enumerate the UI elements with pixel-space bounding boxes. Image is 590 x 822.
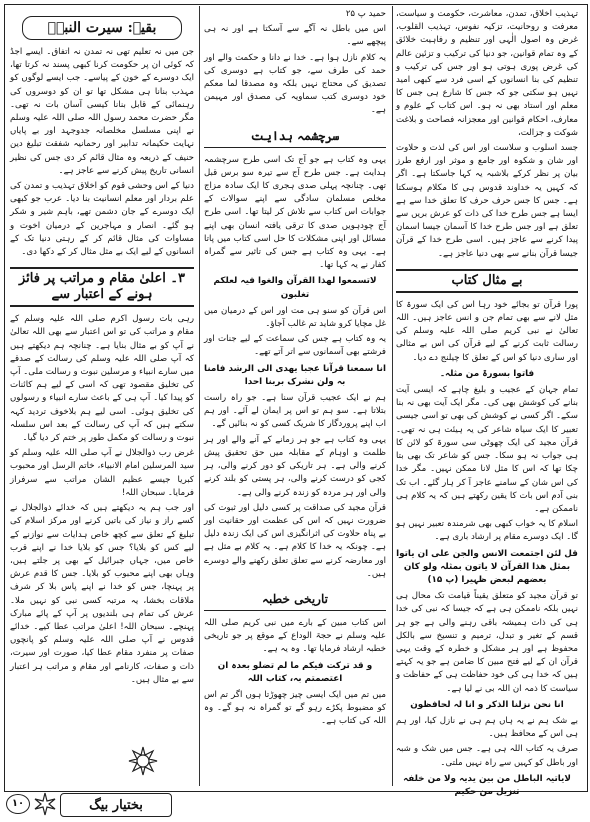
body-paragraph: صرف یہ کتاب اللہ ہی ہے۔ جس میں شک و شبہ اور باطل کو کہیں سے راہ نہیں ملتی۔ xyxy=(396,744,578,768)
body-paragraph: پورا قرآن تو بجائے خود رہا اس کی ایک سورۃ کا مثل لانے سے بھی تمام جن و انس عاجز ہیں۔ اللہ تعالیٰ نے نبی کریم صلی اللہ علیہ وسلم کی رسالت ثابت کرنے کے لیے قرآن کی اس بے مثالی اور ساری دنیا کو اس کے تعلق کا چیلنج دے دیا۔ xyxy=(396,299,578,363)
body-paragraph: یہی وہ کتاب ہے جو ہر زمانے کے آنے والے اور ہر ظلمت و اوہام کے مقابلہ میں حق تحقیق پیش کرنے والی ہے۔ ہر تاریکی کو دور کرنے والی، ہر کجی کو درست کرنے والی، ہر پستی کو بلند کرنے والی اور ہر مردہ کو زندہ کرنے والی ہے۔ xyxy=(204,434,386,498)
section-heading-guidance: سرچشمہ ہدایت xyxy=(204,126,386,148)
ayah-arabic: انا نحن نزلنا الذکر و انا لہ لحافظون xyxy=(410,699,564,710)
hadith-arabic: و قد ترکت فیکم ما لم تضلو بعدہ ان اعتصمتم بہ، کتاب اللہ xyxy=(217,660,373,684)
body-paragraph: اسلام کا یہ خواب کبھی بھی شرمندہ تعبیر نہیں ہو گا۔ ایک دوسرے مقام پر ارشاد باری ہے۔ xyxy=(396,519,578,543)
ayah-arabic: لاتسمعوا لھذا القرآن والغوا فیہ لعلکم تغلبون xyxy=(213,276,377,300)
page-number: ۱۰ xyxy=(6,794,30,814)
body-paragraph: اس میں باطل نہ آگے سے آسکتا ہے اور نہ ہی پیچھے سے۔ xyxy=(204,24,386,48)
ayah-arabic: انا سمعنا قرآنا عجبا یھدی الی الرشد فامنا بہ ولن نشرک بربنا احدا xyxy=(204,363,386,387)
body-paragraph: غرض رب ذوالجلال نے آپ صلی اللہ علیہ وسلم کو سید المرسلین امام الانبیاء، خاتم الرسل اور محبوب کبریا جیسے عظیم الشان مراتب سے سرفراز فرمایا۔ سبحان اللہ! xyxy=(10,448,194,498)
left-column xyxy=(10,8,194,689)
body-paragraph: قرآن مجید کی صداقت پر کسی دلیل اور ثبوت کی ضرورت نہیں کہ اس کی عظمت اور حقانیت اور بے پناہ حلاوت کی اثرانگیزی اس کی ایک زندہ دلیل ہے۔ چونکہ یہ خدا کا کلام ہے۔ یہ کلام بے مثل ہے اور معارضہ کرنے سے تعلق تعلق رکھنے والے دوسرے ہیں۔ xyxy=(204,502,386,579)
column-divider-left xyxy=(199,6,200,786)
body-paragraph: اور جب ہم یہ دیکھتے ہیں کہ خدائے ذوالجلال نے کسے راز و نیاز کی باتیں کرنے اور مرکز اسلام کی تبلیغ کے تعلق سے کچھ خاص ہدایات سے نوازنے کے لیے کس کو بلایا؟ جس کو بلایا خدا نے اپنے قرب خاص میں، جہاں جبرائیل کے بھی پر جلتے ہیں، وہاں بھی اپنے محبوب کو بلایا۔ جس کا قدم عرش پر پہنچا، جس کو خدا نے اپنے پاس بلا کر شرف ملاقات بخشا، یہ مرتبہ کسی نبی کو نہیں ملا۔ عرش کی تمام ہی بلندیوں پر آپ کے پائے مبارک پہنچے۔ سبحان اللہ! اعلیٰ مراتب عطا کیے۔ خدائے قدوس نے آپ صلی اللہ علیہ وسلم کو پانچوں صفات پر منفرد مقام عطا کیا، صورت اور سیرت، ذات و صفات، کارنامے اور مقام و مراتب ہر اعتبار سے بے مثال ہیں۔ xyxy=(10,503,194,685)
body-paragraph: تہذیب اخلاق، تمدن، معاشرت، حکومت و سیاست، معرفت و روحانیت، تزکیہ نفوس، تہذیب القلوب، غرض وہ اصول الٰہی اور تنظیم و رفاہیت خلائق کے وہ تمام قوانین، جو دنیا کی ترکیب و تزئین عالم کی غرض پوری ہوتی ہو اور جس کی ترکیب و تنظیم کی بنا انسانوں کے اسی فرد سے کبھی امید نہیں ہو سکتی جو کہ جس کا شارع ہی جس کا معلم اور استاد بھی نہ ہو۔ اس کتاب کے علوم و معارف، احکام قوانین اور معجزانہ فصاحت و بلاغت شوکت و جزالت، xyxy=(396,9,578,138)
body-paragraph: جسد اسلوب و سلاست اور اس کی لذت و حلاوت اور شان و شکوہ اور جامع و موثر اور ارفع طرز بیان پر نظر کرکے بلاشبہ یہ کہا جاسکتا ہے۔ اگر کہ کہیں یہ خداوند قدوس ہی کا مکلام ہوسکتا ہے۔ جس کا جس حرف حرف کا تعلق خدا سے ہے ایسا ہے جس طرح خدا کی ذات کو عرش بریں سے تعلق ہے اور جس طرح خدا کا آسمان جیسا اسمان پیدا کرنے سے عاجز ہیں۔ اسی طرح خدا کے قرآن جیسا قرآن بنانے سے بھی دنیا عاجز ہے۔ xyxy=(396,143,578,259)
section-heading-rank: ۳۔ اعلیٰ مقام و مراتب پر فائز ہونے کے اعتبار سے xyxy=(10,267,194,307)
middle-column xyxy=(204,8,386,731)
body-paragraph: دنیا کے اس وحشی قوم کو اخلاق تہذیب و تمدن کی علم بردار اور معلم انسانیت بنا دیا۔ عرب جو کبھی ایک دوسرے کے جان دشمن تھے، باہم شیر و شکر ہو گئے۔ انصار و مہاجرین کے درمیان اخوت و مساوات کی مثال قائم کر کے رہتی دنیا تک کے انسانوں کے لیے ایک بے مثل مثال کر کے دکھا دی۔ xyxy=(10,181,194,258)
ayah-translation: ہم نے ایک عجیب قرآن سنا ہے۔ جو راہ راست بتلاتا ہے۔ سو ہم تو اس پر ایمان لے آئے۔ اور ہم اب اپنے پروردگار کا شریک کسی کو نہ بنائیں گے۔ xyxy=(204,393,386,430)
ayah-reference: (پ ۱۵) xyxy=(427,574,459,585)
body-paragraph: رہی بات رسول اکرم صلی اللہ علیہ وسلم کے مقام و مراتب کی تو اس اعتبار سے بھی اللہ تعالیٰ نے آپ کو بے مثال بنایا ہے۔ چنانچہ ہم دیکھتے ہیں کہ آپ صلی اللہ علیہ وسلم کی رسالت کے صدقے میں سارے انبیاء و مرسلین نبوت و رسالت ملی۔ آپ کی تخلیق مقصود تھی کہ اسی کے لیے ہم کائنات کو پیدا کیا۔ آپ ہی کے باعث سارے انبیاء و رسولوں کی تخلیق ہوئی۔ اسی لیے ہم بلاخوف تردید کہہ سکتے ہیں کہ آپ کی رسالت کے بعد اس سلسلہ نبوت و رسالت کو مکمل طور پر ختم کر دیا گیا۔ xyxy=(10,314,194,444)
body-paragraph: یہ کلام نازل ہوا ہے۔ خدا نے دانا و حکمت والے اور حمد کی طرف سے، جو کتاب ہے دوسری کی تصدیق کی محتاج نہیں بلکہ وہ مصدقا لما معکم خود دوسری کتب سماویہ کی مصدق اور مہیمن ہے۔ xyxy=(204,52,386,116)
column-divider-right xyxy=(392,6,393,786)
body-paragraph: تو قرآن مجید کو متعلق یقیناً قیامت تک محال ہی نہیں بلکہ ناممکن ہی ہے کہ جیسا کہ نبی کی خدا ہی کی ذات ہمیشہ باقی رہنے والی ہے جو ہر قسم کے تغیر و تبدل، ترمیم و تنسیخ سے بالکل محفوظ ہے اور ہر مشکل و خطرہ کے وقت یہی قرآن ان کے لیے فتح مبین کا ضامن ہے جو یہ کہتے ہیں کہ خدا ہی کی خود حفاظت ہی کے حفاظت و سیاست کا ذمہ ان اللہ بی نے لیا ہے۔ xyxy=(396,591,578,694)
ayah-reference: حمید پ ۲۵ xyxy=(345,9,386,19)
body-paragraph: اس کتاب مبین کے بارے میں نبی کریم صلی اللہ علیہ وسلم نے حجۃ الوداع کے موقع پر جو تاریخی خطبہ ارشاد فرمایا تھا۔ وہ یہ ہے۔ xyxy=(204,617,386,655)
body-paragraph: یہ وہ کتاب ہے جس کی سماعت کے لیے جنات اور فرشتے بھی آسمانوں سے اتر آتے تھے۔ xyxy=(204,334,386,358)
hadith-translation: میں تم میں ایک ایسی چیز چھوڑتا ہوں اگر تم اس کو مضبوط پکڑے رہو گے تو گمراہ نہ ہو گے۔ وہ اللہ کی کتاب ہے۔ xyxy=(204,689,386,727)
section-heading-sermon: تاریخی خطبہ xyxy=(204,589,386,611)
magazine-logo: بختیار بیگ xyxy=(60,793,172,817)
body-paragraph: جن میں نہ تعلیم تھی نہ تمدن نہ اتفاق۔ ایسے اجڈ کہ کوئی ان پر حکومت کرنا کبھی پسند نہ کرتا تھا، ایک دوسرے کے خون کے پیاسے۔ جب ایسے لوگوں کو مہذب بنانا ہی مشکل تھا تو ان کو دوسروں کی رہنمائی کے قابل بنانا کیسی آسان بات نہ تھی۔ مگر حضرت محمد رسول اللہ صلی اللہ علیہ وسلم نے اپنی مسلسل مخلصانہ جدوجہد اور بے پایاں نہایت حکیمانہ تدابیر اور رحمانیہ شفقت تبلیغ دین حنیف کے ذریعہ وہ مثال قائم کر دی جس کی نظیر انسانی تاریخ پیش کرنے سے عاجز ہے۔ xyxy=(10,47,194,176)
ayah-arabic: لایاتیہ الباطل من بین یدیہ ولا من خلفہ تنزیل من حکیم xyxy=(403,773,571,797)
ayah-translation: اس قرآن کو سنو ہی مت اور اس کے درمیان میں غل مچایا کرو شاید تم غالب آجاؤ۔ xyxy=(204,305,386,330)
ayah-translation: بے شک ہم نے یہ ہاں ہم ہی نے نازل کیا، اور ہم ہی اس کے محافظ ہیں۔ xyxy=(396,715,578,740)
body-paragraph: یہی وہ کتاب ہے جو آج تک اسی طرح سرچشمہ ہدایت ہے۔ جس طرح آج سے تیرہ سو برس قبل تھی۔ چنانچہ پہلی صدی ہجری کا ایک سادہ مزاج مخلص مسلمان سادگی سے اپنے سوالات کے جوابات اس کتاب سے تلاش کر لیتا تھا۔ اسی طرح آج چودہویں صدی کا ترقی یافتہ انسان بھی اپنے مسائل اور اپنی مشکلات کا حل اسی کتاب میں پاتا ہے۔ یہی وہ کتاب ہے جس کی تاثیر سے گمراہ کفار نے یہ کہا تھا۔ xyxy=(204,154,386,271)
ayah-arabic-text: قل لئن اجتمعت الانس والجن علی ان یاتوا بمثل ھذا القرآن لا یاتون بمثلہ ولو کان بعضھم لبعض ظہیرا xyxy=(396,548,578,585)
star-ornament-icon xyxy=(128,746,158,776)
page-footer xyxy=(0,790,590,822)
section-heading-seerah: بقیہ: سیرت النبیؐ xyxy=(22,16,182,40)
ayah-arabic xyxy=(396,548,578,588)
section-heading-book: بے مثال کتاب xyxy=(396,269,578,293)
right-column xyxy=(396,8,578,802)
ayah-reference: فاتوا بسورۃ من مثلہ۔ xyxy=(439,368,535,379)
body-paragraph: تمام جہان کے عجیب و بلیغ چاہے کہ ایسی آیت بنانے کی کوشش بھی کی۔ مگر ایک آیت بھی نہ بنا سکے۔ اگر کسی نے کوشش کی بھی تو اسی جیسی تعبیر کا ایک سیاہ شاعر کی یہ ہیئت ہی نہ تھی۔ قرآن مجید کی ایک چھوٹی سی سورۃ کو لائن کا ہی جواب نہ ہو سکا۔ جس کو شاعر تک بھی بتا چکا تھا کہ اس کا مثل لانا ممکن نہیں۔ مگر خدا کی اس شان کے سامنے عاجز آ کر ہار گئے۔ اب تک بنی آدم اس بات کا یقین رکھتے ہیں کہ یہ کلام ہی ناممکن ہے۔ xyxy=(396,385,578,514)
footer-ornament-icon xyxy=(32,791,58,817)
